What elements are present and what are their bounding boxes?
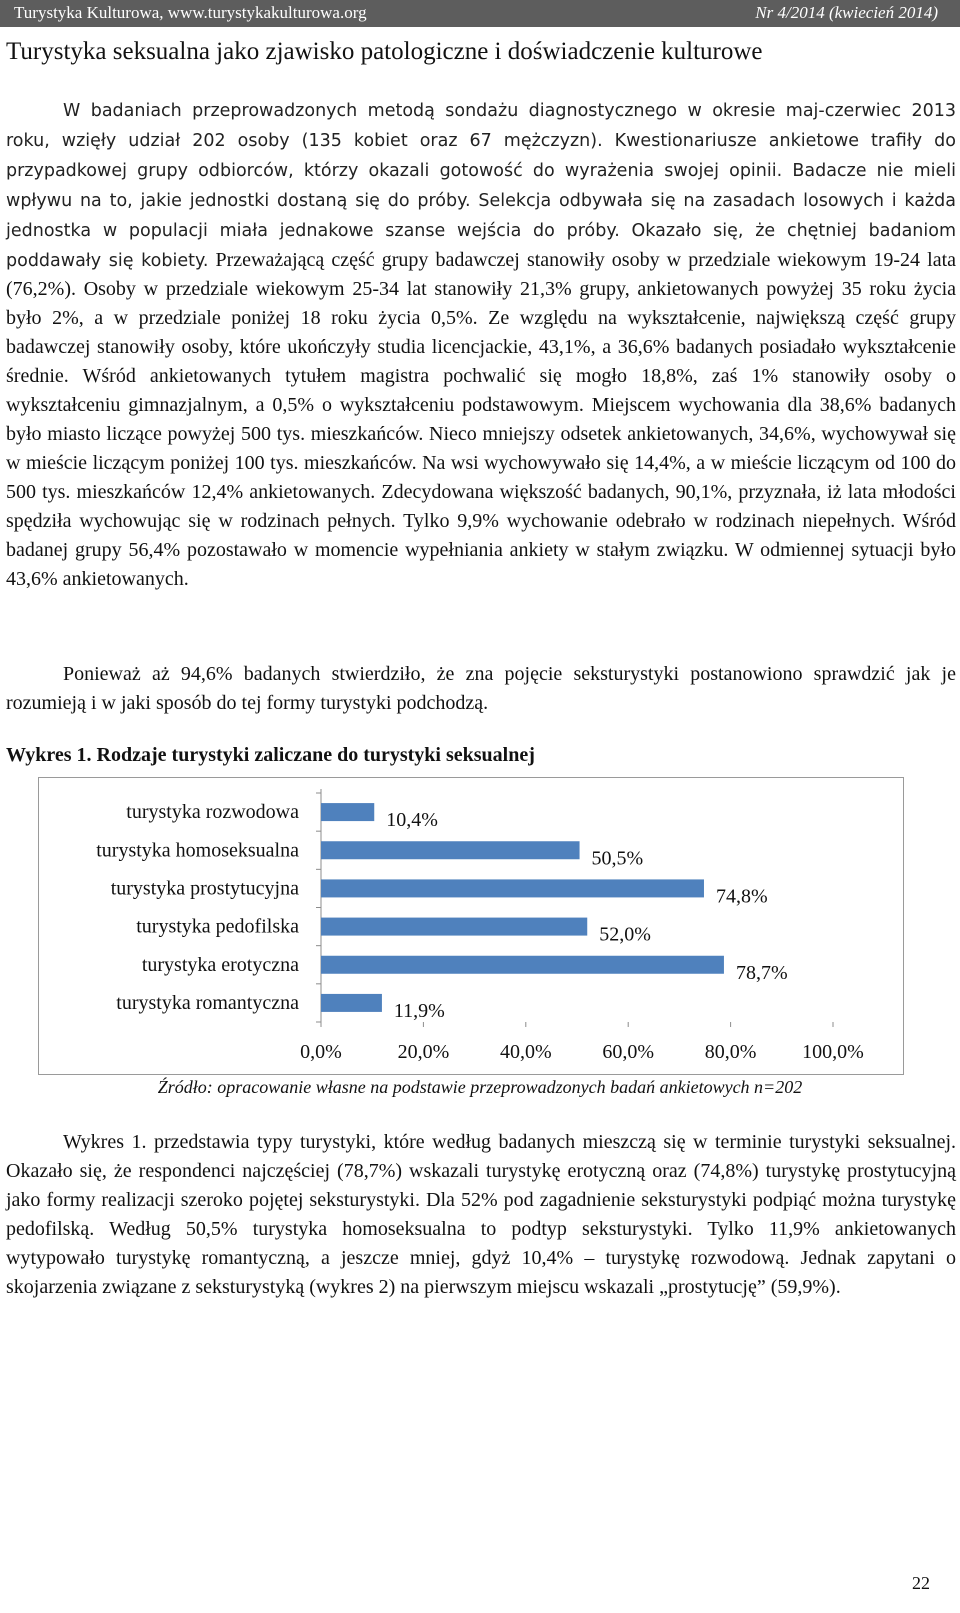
data-label: 11,9%	[393, 999, 445, 1022]
x-tick-label: 20,0%	[397, 1041, 450, 1063]
journal-name: Turystyka Kulturowa, www.turystykakulturowa.org	[14, 3, 367, 22]
data-label: 52,0%	[599, 923, 651, 946]
category-label: turystyka pedofilska	[136, 915, 299, 938]
page-number: 22	[912, 1573, 930, 1593]
paragraph-chart-discussion-text: Wykres 1. przedstawia typy turystyki, które według badanych mieszczą się w terminie turystyki seksualnej. Okazało się, że respondenci najczęściej (78,7%) wskazali turystykę erotyczną oraz (74,8%) turystykę prostytucyjną jako formy realizacji szeroko pojętej seksturystyki. Dla 52% pod zagadnienie seksturystyki podpiąć można turystykę pedofilską. Według 50,5% turystyka homoseksualna to podtyp seksturystyki. Tylko 11,9% ankietowanych wytypowało turystykę romantyczną, a jeszcze mniej, gdyż 10,4% – turystykę rozwodową. Jednak zapytani o skojarzenia związane z seksturystyką (wykres 2) na pierwszym miejscu wskazali „prostytucję” (59,9%).	[6, 1131, 956, 1298]
data-label: 50,5%	[591, 847, 644, 870]
bar-chart	[39, 778, 903, 1074]
x-tick-label: 60,0%	[602, 1041, 655, 1063]
bar	[321, 918, 587, 936]
bar	[321, 803, 374, 821]
x-tick-label: 40,0%	[499, 1041, 552, 1063]
category-label: turystyka romantyczna	[116, 991, 299, 1014]
bar	[321, 841, 580, 859]
data-label: 74,8%	[715, 885, 768, 908]
paragraph-methodology	[6, 96, 956, 593]
data-label: 78,7%	[735, 961, 788, 984]
data-label: 10,4%	[386, 809, 438, 832]
category-label: turystyka homoseksualna	[96, 839, 299, 862]
bar	[321, 994, 382, 1012]
bar	[321, 879, 704, 897]
category-label: turystyka rozwodowa	[126, 801, 299, 824]
paragraph-methodology-serif: Przeważającą część grupy badawczej stanowiły osoby w przedziale wiekowym 19-24 lata (76,2%). Osoby w przedziale wiekowym 25-34 lat stanowiły 21,3% grupy, ankietowanych powyżej 35 roku życia było 2%, a w przedziale poniżej 18 roku życia 0,5%. Ze względu na wykształcenie, największą część grupy badawczej stanowiły osoby, które ukończyły studia licencjackie, 43,1%, a 36,6% badanych posiadało wykształcenie średnie. Wśród ankietowanych tytułem magistra pochwalić się mogło 18,8%, zaś 1% stanowiły osoby o wykształceniu gimnazjalnym, a 0,5% o wykształceniu podstawowym. Miejscem wychowania dla 38,6% badanych było miasto liczące powyżej 500 tys. mieszkańców. Nieco mniejszy odsetek ankietowanych, 34,6%, wychowywał się w mieście liczącym poniżej 100 tys. mieszkańców. Na wsi wychowywało się 14,4%, a w mieście liczącym od 100 do 500 tys. mieszkańców 12,4% ankietowanych. Zdecydowana większość badanych, 90,1%, przyznała, iż lata młodości spędziła wychowując się w rodzinach pełnych. Tylko 9,9% wychowanie odebrało w rodzinach niepełnych. Wśród badanej grupy 56,4% pozostawało w momencie wypełniania ankiety w stałym związku. W odmiennej sytuacji było 43,6% ankietowanych.	[6, 248, 957, 590]
category-label: turystyka prostytucyjna	[110, 877, 299, 900]
x-tick-label: 0,0%	[300, 1041, 342, 1063]
article-title: Turystyka seksualna jako zjawisko patologiczne i doświadczenie kulturowe	[6, 38, 763, 65]
paragraph-intro-chart-text: Ponieważ aż 94,6% badanych stwierdziło, że zna pojęcie seksturystyki postanowiono sprawdzić jak je rozumieją i w jaki sposób do tej formy turystyki podchodzą.	[6, 663, 956, 714]
figure-source: Źródło: opracowanie własne na podstawie przeprowadzonych badań ankietowych n=202	[157, 1077, 803, 1097]
issue-info: Nr 4/2014 (kwiecień 2014)	[755, 3, 938, 22]
paragraph-methodology-sans: W badaniach przeprowadzonych metodą sondażu diagnostycznego w okresie maj-czerwiec 2013 roku, wzięły udział 202 osoby (135 kobiet oraz 67 mężczyzn). Kwestionariusze ankietowe trafiły do przypadkowej grupy odbiorców, którzy okazali gotowość do wyrażenia swojej opinii. Badacze nie mieli wpływu na to, jakie jednostki dostaną się do próby. Selekcja odbywała się na zasadach losowych i każda jednostka w populacji miała jednakowe szanse wejścia do próby. Okazało się, że chętniej badaniom poddawały się kobiety.	[6, 101, 956, 271]
figure-title: Wykres 1. Rodzaje turystyki zaliczane do turystyki seksualnej	[6, 744, 535, 766]
paragraph-chart-discussion	[6, 1128, 956, 1301]
chart-frame	[38, 777, 904, 1075]
page-header	[0, 0, 960, 27]
x-tick-label: 80,0%	[704, 1041, 757, 1063]
category-label: turystyka erotyczna	[141, 953, 299, 976]
paragraph-intro-chart	[6, 660, 956, 718]
bar	[321, 956, 724, 974]
x-tick-label: 100,0%	[802, 1041, 864, 1063]
